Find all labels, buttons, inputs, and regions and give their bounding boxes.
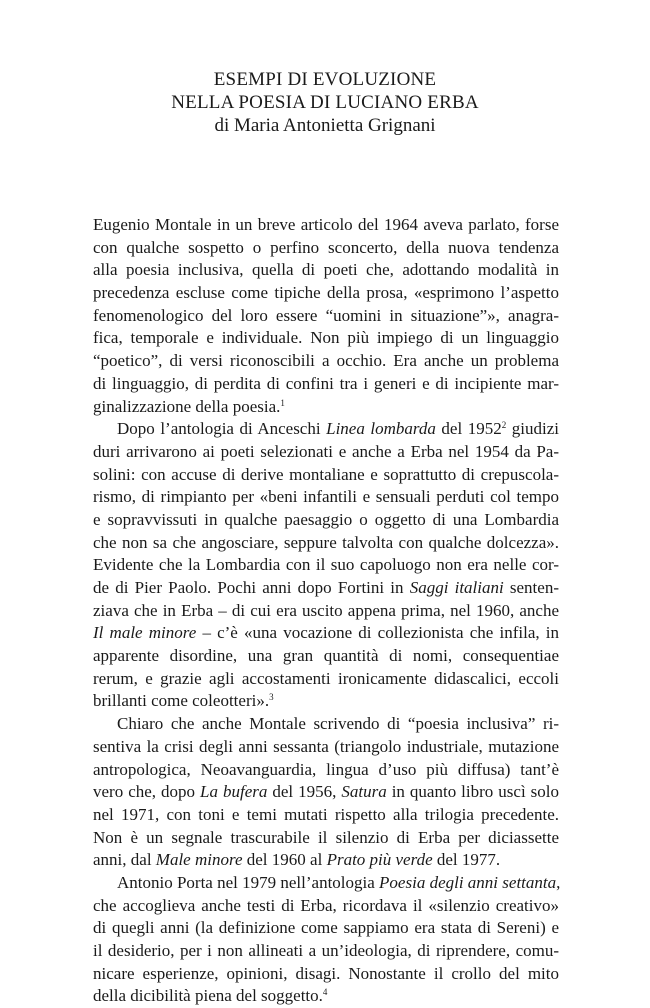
- paragraph: [93, 713, 559, 872]
- footnote-marker: 4: [322, 987, 328, 998]
- text-segment: della dicibilità piena del soggetto.: [93, 986, 323, 1006]
- text-segment: fica, temporale e individuale. Non più impiego di un linguaggio: [93, 328, 559, 348]
- text-segment: apparente disordine, una gran quantità di nomi, consequentiae: [93, 646, 559, 666]
- text-segment: de di Pier Paolo. Pochi anni dopo Fortini in: [93, 578, 410, 597]
- text-line: [93, 554, 559, 577]
- text-line: [93, 532, 559, 555]
- text-segment: “poetico”, di versi riconoscibili a occhio. Era anche un problema: [93, 351, 559, 371]
- text-segment: alla poesia inclusiva, quella di poeti che, adottando modalità in: [93, 260, 559, 280]
- text-segment: del 1977.: [432, 850, 501, 870]
- text-line: [93, 441, 559, 464]
- text-segment: in quanto libro uscì solo: [386, 782, 559, 802]
- text-segment: antropologica, Neoavanguardia, lingua d’uso più diffusa) tant’è: [93, 759, 559, 779]
- paragraph: [93, 214, 559, 418]
- italic-title: Male minore: [155, 850, 243, 870]
- footnote-marker: 2: [501, 420, 507, 431]
- text-line: [93, 350, 559, 373]
- text-segment: Antonio Porta nel 1979 nell’antologia: [117, 872, 380, 892]
- text-line: [93, 373, 559, 396]
- text-segment: brillanti come coleotteri».: [93, 691, 270, 711]
- text-segment: ,: [556, 872, 561, 892]
- text-segment: ziava che in Erba – di cui era uscito appena prima, nel 1960, anche: [93, 600, 559, 620]
- text-segment: senten-: [503, 578, 559, 597]
- text-segment: nel 1971, con toni e temi mutati rispetto alla trilogia precedente.: [93, 804, 559, 824]
- text-line: [93, 759, 559, 782]
- text-line: [93, 577, 559, 600]
- text-line: [93, 917, 559, 940]
- body-text: [93, 214, 559, 1008]
- text-line: [93, 872, 559, 895]
- text-line: [93, 600, 559, 623]
- text-line: [93, 622, 559, 645]
- text-line: [93, 305, 559, 328]
- text-line: [93, 418, 559, 441]
- text-segment: Evidente che la Lombardia con il suo capoluogo non era nelle cor-: [93, 555, 559, 575]
- text-segment: rismo, di rimpianto per «beni infantili e sensuali perduti col tempo: [93, 487, 559, 507]
- text-line: [93, 214, 559, 237]
- text-segment: sentiva la crisi degli anni sessanta (triangolo industriale, mutazione: [93, 736, 559, 756]
- text-segment: Eugenio Montale in un breve articolo del 1964 aveva parlato, forse: [93, 215, 559, 234]
- paragraph: [93, 418, 559, 713]
- text-segment: e sopravvissuti in qualche paesaggio o oggetto di una Lombardia: [93, 509, 559, 529]
- text-segment: con qualche sospetto o perfino sconcerto, della nuova tendenza: [93, 237, 559, 257]
- text-line: [93, 940, 559, 963]
- text-segment: di quegli anni (la definizione come sappiamo era stata di Sereni) e: [93, 918, 559, 938]
- italic-title: Prato più verde: [326, 850, 433, 870]
- paragraph: [93, 872, 559, 1008]
- text-line: [93, 849, 559, 872]
- text-line: [93, 486, 559, 509]
- italic-title: Il male minore: [93, 623, 197, 643]
- text-line: [93, 396, 559, 419]
- text-line: [93, 895, 559, 918]
- author-byline: di Maria Antonietta Grignani: [214, 115, 436, 136]
- text-line: [93, 827, 559, 850]
- text-segment: Non è un segnale trascurabile il silenzio di Erba per diciassette: [93, 827, 559, 847]
- text-line: [93, 464, 559, 487]
- text-segment: che accoglieva anche testi di Erba, ricordava il «silenzio creativo»: [93, 895, 559, 915]
- italic-title: Satura: [341, 782, 387, 802]
- text-segment: solini: con accuse di derive montaliane e soprattutto di crepuscola-: [93, 464, 559, 484]
- text-line: [93, 736, 559, 759]
- essay-title-line-1: ESEMPI DI EVOLUZIONE: [213, 69, 437, 90]
- italic-title: Poesia degli anni settanta: [379, 872, 557, 892]
- text-line: [93, 690, 559, 713]
- text-segment: nicare esperienze, opinioni, disagi. Nonostante il crollo del mito: [93, 963, 559, 983]
- italic-title: Saggi italiani: [409, 578, 504, 597]
- text-line: [93, 282, 559, 305]
- text-segment: precedenza escluse come tipiche della prosa, «esprimono l’aspetto: [93, 283, 559, 303]
- italic-title: Linea lombarda: [326, 419, 436, 439]
- text-line: [93, 713, 559, 736]
- text-segment: fenomenologico del loro essere “uomini in situazione”», anagra-: [93, 305, 559, 325]
- text-line: [93, 237, 559, 260]
- text-line: [93, 259, 559, 282]
- text-segment: del 1952: [435, 419, 502, 439]
- essay-title-line-2: NELLA POESIA DI LUCIANO ERBA: [171, 92, 479, 113]
- text-line: [93, 781, 559, 804]
- text-line: [93, 668, 559, 691]
- text-segment: del 1956,: [267, 782, 342, 802]
- text-segment: rerum, e grazie agli accostamenti ironicamente didascalici, eccoli: [93, 668, 559, 688]
- text-segment: Chiaro che anche Montale scrivendo di “poesia inclusiva” ri-: [117, 714, 559, 734]
- text-line: [93, 645, 559, 668]
- text-line: [93, 327, 559, 350]
- footnote-marker: 1: [280, 397, 285, 408]
- text-segment: ginalizzazione della poesia.: [93, 396, 281, 416]
- text-line: [93, 804, 559, 827]
- text-segment: giudizi: [506, 419, 559, 439]
- text-segment: – c’è «una vocazione di collezionista che infila, in: [196, 623, 559, 643]
- text-segment: di linguaggio, di perdita di confini tra i generi e di incipiente mar-: [93, 373, 559, 393]
- text-segment: vero che, dopo: [93, 782, 201, 802]
- text-segment: anni, dal: [93, 850, 156, 870]
- text-line: [93, 985, 559, 1008]
- text-segment: il desiderio, per i non allineati a un’ideologia, di riprendere, comu-: [93, 941, 559, 960]
- title-block: [0, 68, 650, 137]
- text-line: [93, 963, 559, 986]
- text-segment: del 1960 al: [242, 850, 327, 870]
- text-segment: duri arrivarono ai poeti selezionati e anche a Erba nel 1954 da Pa-: [93, 441, 559, 461]
- text-line: [93, 509, 559, 532]
- text-segment: che non sa che angosciare, seppure talvolta con qualche dolcezza».: [93, 532, 559, 552]
- italic-title: La bufera: [200, 782, 268, 802]
- footnote-marker: 3: [269, 692, 274, 703]
- text-segment: Dopo l’antologia di Anceschi: [117, 419, 327, 439]
